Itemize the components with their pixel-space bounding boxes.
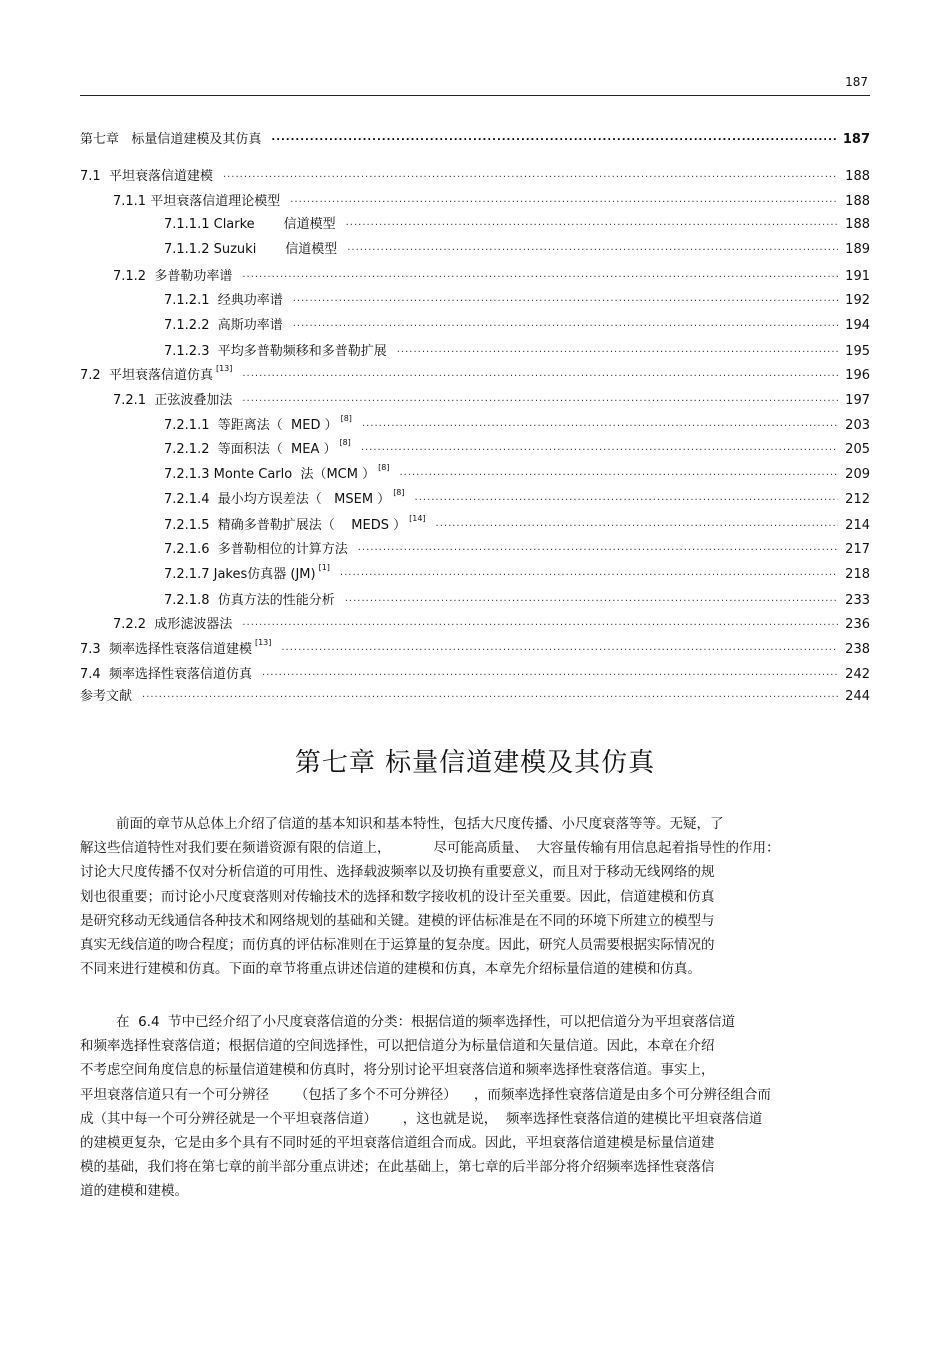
header-rule <box>80 95 870 96</box>
toc-page: 218 <box>845 567 870 582</box>
toc-label: 7.2.1.6 多普勒相位的计算方法 <box>164 542 348 557</box>
toc-entry-7-3[interactable] <box>80 638 870 658</box>
toc-leader <box>223 167 838 183</box>
toc-entry-7-1-2-3[interactable] <box>164 340 870 360</box>
toc-leader <box>242 391 838 407</box>
toc-label-text: 7.2.1.1 等距离法（ MED ） <box>164 418 338 433</box>
toc-leader <box>340 565 838 581</box>
toc-entry-7-1[interactable] <box>80 165 870 185</box>
toc-citation: [1] <box>318 563 330 572</box>
toc-leader <box>262 665 838 681</box>
toc-label <box>164 485 405 508</box>
toc-label <box>80 361 232 384</box>
toc-label <box>164 435 351 458</box>
toc-page: 238 <box>845 642 870 657</box>
toc-leader <box>242 366 838 382</box>
toc-leader <box>362 416 838 432</box>
toc-page: 188 <box>845 194 870 209</box>
toc-label: 7.2.1 正弦波叠加法 <box>113 393 233 408</box>
toc-page: 197 <box>845 393 870 408</box>
paragraph-line: 解这些信道特性对我们要在频谱资源有限的信道上， 尽可能高质量、 大容量传输有用信息起着指导性的作用： <box>80 840 780 857</box>
toc-leader <box>242 267 838 283</box>
toc-leader <box>271 130 836 146</box>
toc-leader <box>397 342 838 358</box>
toc-label <box>164 560 330 583</box>
toc-label <box>80 635 271 658</box>
toc-label-text: 7.2.1.4 最小均方误差法（ MSEM ） <box>164 492 391 507</box>
toc-leader <box>346 215 838 231</box>
toc-entry-7-4[interactable] <box>80 663 870 683</box>
toc-leader <box>293 291 838 307</box>
toc-label: 7.2.1.8 仿真方法的性能分析 <box>164 593 335 608</box>
toc-label: 第七章 标量信道建模及其仿真 <box>80 132 262 147</box>
toc-leader <box>415 490 838 506</box>
paragraph-line: 真实无线信道的吻合程度；而仿真的评估标准则在于运算量的复杂度。因此，研究人员需要根据实际情况的 <box>80 936 715 953</box>
toc-citation: [8] <box>393 488 405 497</box>
toc-label <box>164 411 352 434</box>
toc-label-text: 7.2.1.5 精确多普勒扩展法（ MEDS ） <box>164 518 407 533</box>
toc-page: 188 <box>845 169 870 184</box>
paragraph-classification <box>80 1010 840 1204</box>
toc-leader <box>142 687 838 703</box>
toc-leader <box>399 465 838 481</box>
toc-leader <box>358 540 838 556</box>
toc-entry-7-1-2-2[interactable] <box>164 314 870 334</box>
toc-label <box>164 460 389 483</box>
toc-label: 7.1 平坦衰落信道建模 <box>80 169 213 184</box>
paragraph-line: 划也很重要；而讨论小尺度衰落则对传输技术的选择和数字接收机的设计至关重要。因此，信道建模和仿真 <box>80 888 715 905</box>
toc-label: 7.1.1.1 Clarke 信道模型 <box>164 217 336 232</box>
toc-page: 214 <box>845 518 870 533</box>
toc-label <box>164 511 426 534</box>
page-number: 187 <box>845 75 868 89</box>
toc-citation: [13] <box>254 638 272 647</box>
toc-leader <box>281 640 838 656</box>
toc-entry-chapter7[interactable] <box>80 128 870 148</box>
paragraph-line: 道的建模和建模。 <box>80 1183 188 1200</box>
paragraph-line: 讨论大尺度传播不仅对分析信道的可用性、选择载波频率以及切换有重要意义，而且对于移动无线网络的规 <box>80 864 715 881</box>
toc-label-text: 7.2.1.3 Monte Carlo 法（MCM ） <box>164 467 376 482</box>
toc-citation: [8] <box>339 438 351 447</box>
toc-entry-7-1-2[interactable] <box>113 265 870 285</box>
toc-entry-7-2-1-7[interactable] <box>164 563 870 583</box>
paragraph-line: 平坦衰落信道只有一个可分辨径 （包括了多个不可分辨径） ，而频率选择性衰落信道是由多个可分辨径组合而 <box>80 1086 771 1103</box>
toc-label: 7.1.1 平坦衰落信道理论模型 <box>113 194 281 209</box>
toc-page: 209 <box>845 467 870 482</box>
toc-entry-7-2-1-6[interactable] <box>164 538 870 558</box>
toc-page: 188 <box>845 217 870 232</box>
toc-entry-7-1-1[interactable] <box>113 190 870 210</box>
toc-entry-7-2-1-4[interactable] <box>164 488 870 508</box>
toc-page: 205 <box>845 442 870 457</box>
paragraph-line: 不同来进行建模和仿真。下面的章节将重点讲述信道的建模和仿真，本章先介绍标量信道的建模和仿真。 <box>80 961 701 978</box>
paragraph-line: 前面的章节从总体上介绍了信道的基本知识和基本特性，包括大尺度传播、小尺度衰落等等。无疑，了 <box>116 816 724 832</box>
toc-page: 242 <box>845 667 870 682</box>
paragraph-line: 不考虑空间角度信息的标量信道建模和仿真时，将分别讨论平坦衰落信道和频率选择性衰落信道。事实上， <box>80 1062 715 1079</box>
toc-page: 191 <box>845 269 870 284</box>
toc-entry-7-2-1[interactable] <box>113 389 870 409</box>
paragraph-line: 和频率选择性衰落信道；根据信道的空间选择性，可以把信道分为标量信道和矢量信道。因此，本章在介绍 <box>80 1038 715 1055</box>
toc-leader <box>436 516 838 532</box>
toc-citation: [8] <box>378 463 390 472</box>
paragraph-line: 在 6.4 节中已经介绍了小尺度衰落信道的分类：根据信道的频率选择性，可以把信道分为平坦衰落信道 <box>116 1014 736 1030</box>
toc-page: 189 <box>845 242 870 257</box>
toc-leader <box>347 240 838 256</box>
toc-page: 212 <box>845 492 870 507</box>
toc-citation: [13] <box>215 364 233 373</box>
paragraph-line: 成（其中每一个可分辨径就是一个平坦衰落信道） ，这也就是说， 频率选择性衰落信道的建模比平坦衰落信道 <box>80 1110 763 1127</box>
toc-leader <box>361 440 838 456</box>
toc-label-text: 7.2 平坦衰落信道仿真 <box>80 368 213 383</box>
toc-entry-7-1-2-1[interactable] <box>164 289 870 309</box>
toc-leader <box>345 591 838 607</box>
paragraph-intro <box>80 812 840 981</box>
chapter-title: 第七章 标量信道建模及其仿真 <box>294 748 656 778</box>
toc-entry-7-2-1-5[interactable] <box>164 514 870 534</box>
paragraph-line: 的建模更复杂，它是由多个具有不同时延的平坦衰落信道组合而成。因此，平坦衰落信道建模是标量信道建 <box>80 1134 715 1151</box>
toc-page: 195 <box>845 344 870 359</box>
paragraph-line: 模的基础，我们将在第七章的前半部分重点讲述；在此基础上，第七章的后半部分将介绍频率选择性衰落信 <box>80 1159 715 1176</box>
toc-label-text: 7.3 频率选择性衰落信道建模 <box>80 642 252 657</box>
toc-label: 7.1.1.2 Suzuki 信道模型 <box>164 242 338 257</box>
toc-page: 187 <box>842 132 870 147</box>
toc-label: 7.1.2 多普勒功率谱 <box>113 269 233 284</box>
toc-label: 7.1.2.3 平均多普勒频移和多普勒扩展 <box>164 344 387 359</box>
toc-leader <box>242 615 838 631</box>
toc-label-text: 7.2.1.7 Jakes仿真器 (JM) <box>164 567 316 582</box>
toc-page: 233 <box>845 593 870 608</box>
toc-entry-references[interactable] <box>80 685 870 705</box>
toc-page: 192 <box>845 293 870 308</box>
toc-label-text: 7.2.1.2 等面积法（ MEA ） <box>164 442 337 457</box>
toc-label: 7.1.2.1 经典功率谱 <box>164 293 283 308</box>
toc-page: 217 <box>845 542 870 557</box>
toc-label: 7.4 频率选择性衰落信道仿真 <box>80 667 252 682</box>
toc-page: 194 <box>845 318 870 333</box>
toc-entry-7-2-1-1[interactable] <box>164 414 870 434</box>
toc-label: 参考文献 <box>80 689 133 704</box>
toc-label: 7.2.2 成形滤波器法 <box>113 617 233 632</box>
toc-page: 236 <box>845 617 870 632</box>
toc-page: 196 <box>845 368 870 383</box>
toc-label: 7.1.2.2 高斯功率谱 <box>164 318 283 333</box>
toc-entry-7-2-2[interactable] <box>113 613 870 633</box>
toc-entry-7-2-1-3[interactable] <box>164 463 870 483</box>
toc-entry-7-1-1-1[interactable] <box>164 213 870 233</box>
toc-citation: [8] <box>340 414 352 423</box>
toc-entry-7-2[interactable] <box>80 364 870 384</box>
toc-entry-7-1-1-2[interactable] <box>164 238 870 258</box>
toc-page: 244 <box>845 689 870 704</box>
paragraph-line: 是研究移动无线通信各种技术和网络规划的基础和关键。建模的评估标准是在不同的环境下所建立的模型与 <box>80 912 715 929</box>
toc-entry-7-2-1-8[interactable] <box>164 589 870 609</box>
toc-entry-7-2-1-2[interactable] <box>164 438 870 458</box>
toc-leader <box>293 316 838 332</box>
toc-leader <box>290 192 838 208</box>
toc-page: 203 <box>845 418 870 433</box>
toc-citation: [14] <box>409 514 426 523</box>
